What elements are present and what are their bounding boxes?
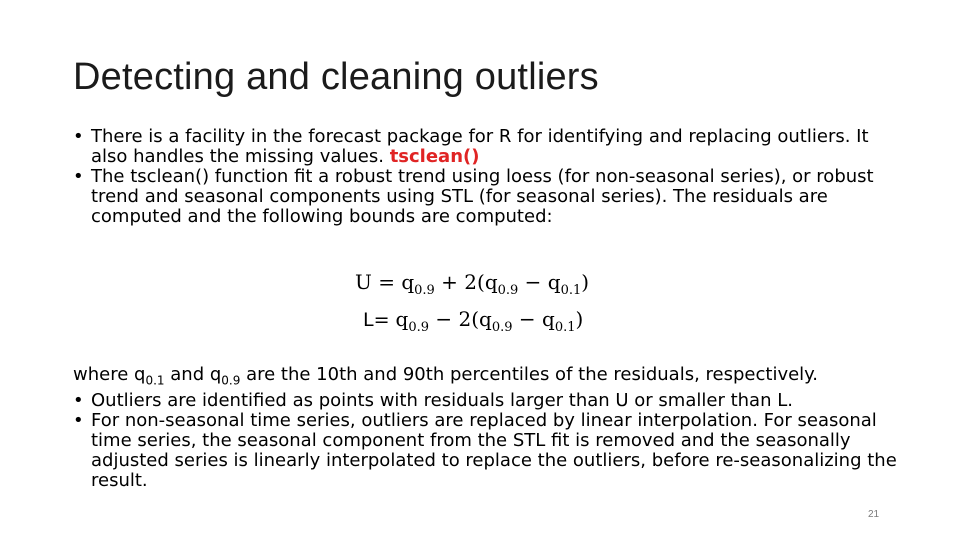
slide-number: 21 bbox=[868, 509, 880, 520]
bullet-marker: • bbox=[73, 166, 84, 187]
eq-text: + 2(q bbox=[434, 270, 498, 294]
eq-text: − q bbox=[512, 307, 555, 331]
percentile-explanation bbox=[73, 365, 903, 391]
eq-text: L= bbox=[363, 309, 396, 331]
eq-text: ) bbox=[575, 307, 584, 331]
bullet-text: There is a facility in the forecast package for R for identifying and replacing outliers. It also handles the missing values. bbox=[91, 126, 869, 167]
bullet-item bbox=[73, 391, 903, 411]
eq-subscript: 0.9 bbox=[414, 283, 435, 298]
where-text: where q bbox=[73, 364, 146, 385]
eq-text: − 2(q bbox=[429, 307, 492, 331]
lower-bound-equation bbox=[355, 305, 589, 342]
bullet-item bbox=[73, 167, 903, 227]
bullet-marker: • bbox=[73, 409, 84, 431]
bullet-item bbox=[73, 411, 903, 491]
where-text: and q bbox=[164, 364, 222, 385]
eq-subscript: 0.9 bbox=[497, 283, 519, 298]
where-subscript: 0.9 bbox=[221, 373, 241, 388]
slide-body-top bbox=[73, 127, 903, 227]
bullet-marker: • bbox=[73, 389, 84, 411]
eq-subscript: 0.1 bbox=[554, 320, 576, 335]
where-text: are the 10th and 90th percentiles of the residuals, respectively. bbox=[240, 364, 818, 385]
where-subscript: 0.1 bbox=[145, 373, 165, 388]
bullet-item bbox=[73, 127, 903, 167]
bullet-text: For non-seasonal time series, outliers are replaced by linear interpolation. For seasonal time series, the seasonal component from the STL fit is removed and the seasonally adjusted series is linearly interpolated to replace the outliers, before re-seasonalizing the result. bbox=[91, 409, 897, 491]
slide-title: Detecting and cleaning outliers bbox=[73, 56, 599, 98]
bullet-marker: • bbox=[73, 126, 84, 147]
eq-subscript: 0.9 bbox=[491, 320, 513, 335]
bounds-equations bbox=[355, 268, 589, 342]
function-highlight: tsclean() bbox=[389, 146, 480, 167]
slide-body-bottom bbox=[73, 365, 903, 491]
bullet-text: Outliers are identified as points with residuals larger than U or smaller than L. bbox=[91, 389, 793, 411]
eq-text: q bbox=[395, 307, 409, 331]
eq-text: ) bbox=[581, 270, 590, 294]
eq-text: U = q bbox=[355, 270, 415, 294]
bullet-text: The tsclean() function fit a robust trend using loess (for non-seasonal series), or robust trend and seasonal components using STL (for seasonal series). The residuals are computed and the following bounds are computed: bbox=[91, 166, 874, 227]
upper-bound-equation bbox=[355, 268, 589, 305]
eq-subscript: 0.1 bbox=[560, 283, 582, 298]
eq-text: − q bbox=[518, 270, 561, 294]
eq-subscript: 0.9 bbox=[408, 320, 430, 335]
